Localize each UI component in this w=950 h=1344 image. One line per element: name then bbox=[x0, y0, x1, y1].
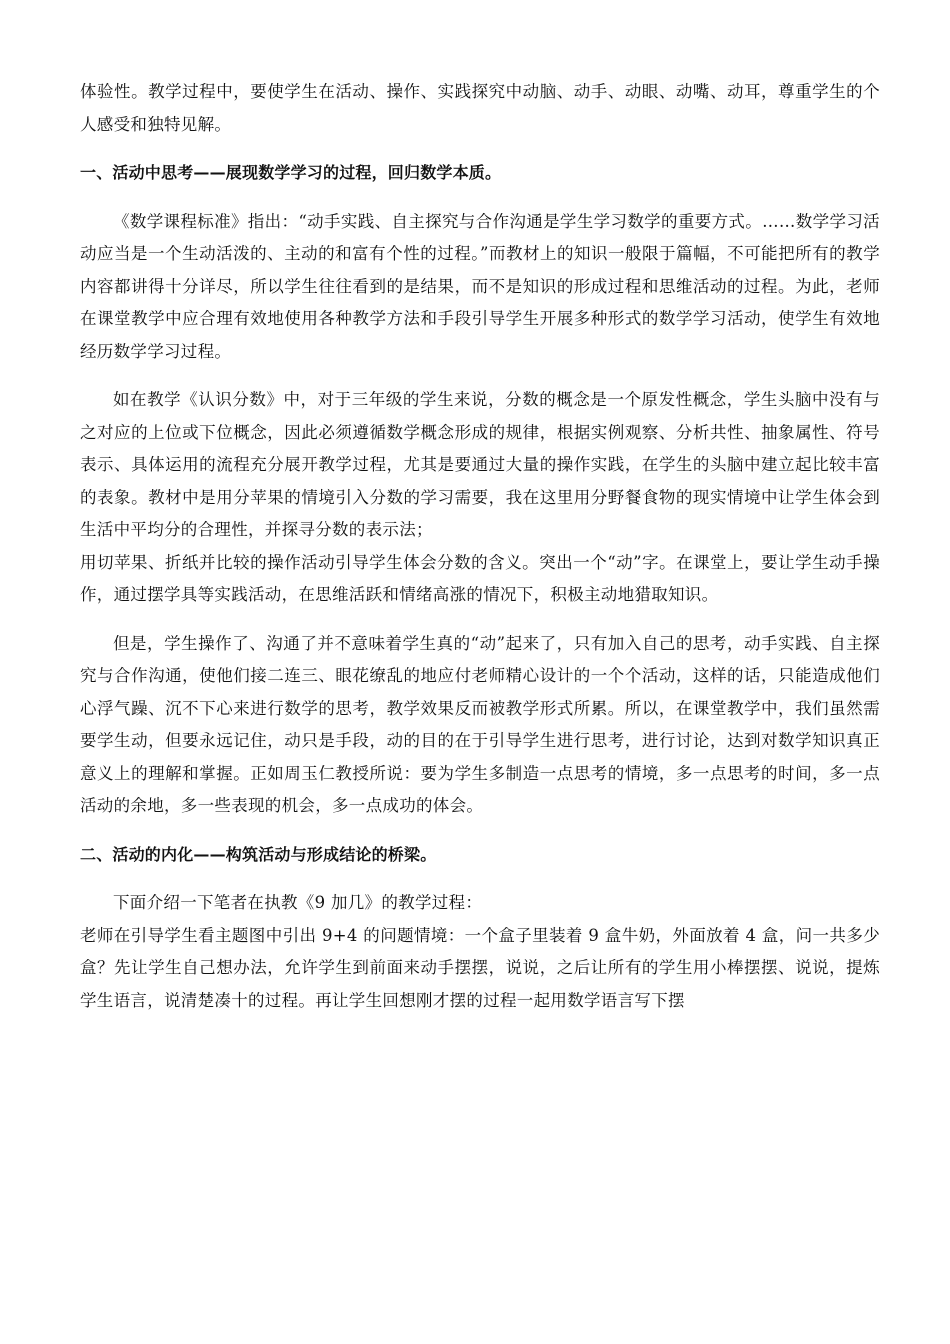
paragraph-fractions-example: 如在教学《认识分数》中，对于三年级的学生来说，分数的概念是一个原发性概念，学生头脑中没有与之对应的上位或下位概念，因此必须遵循数学概念形成的规律，根据实例观察、分析共性、抽象属性、符号表示、具体运用的流程充分展开教学过程，尤其是要通过大量的操作实践，在学生的头脑中建立起比较丰富的表象。教材中是用分苹果的情境引入分数的学习需要，我在这里用分野餐食物的现实情境中让学生体会到生活中平均分的合理性，并探寻分数的表示法； bbox=[80, 390, 880, 539]
document-body bbox=[80, 76, 880, 1017]
paragraph-intro: 下面介绍一下笔者在执教《9 加几》的教学过程： bbox=[113, 893, 483, 912]
paragraph-continued: 体验性。教学过程中，要使学生在活动、操作、实践探究中动脑、动手、动眼、动嘴、动耳，尊重学生的个人感受和独特见解。 bbox=[80, 82, 880, 134]
section-heading-2: 二、活动的内化——构筑活动与形成结论的桥梁。 bbox=[80, 844, 437, 864]
paragraph-fractions-continued: 用切苹果、折纸并比较的操作活动引导学生体会分数的含义。突出一个“动”字。在课堂上，要让学生动手操作，通过摆学具等实践活动，在思维活跃和情绪高涨的情况下，积极主动地猎取知识。 bbox=[80, 552, 880, 604]
paragraph-curriculum-standard: 《数学课程标准》指出：“动手实践、自主探究与合作沟通是学生学习数学的重要方式。……数学学习活动应当是一个生动活泼的、主动的和富有个性的过程。”而教材上的知识一般限于篇幅，不可能把所有的教学内容都讲得十分详尽，所以学生往往看到的是结果，而不是知识的形成过程和思维活动的过程。为此，老师在课堂教学中应合理有效地使用各种教学方法和手段引导学生开展多种形式的数学学习活动，使学生有效地经历数学学习过程。 bbox=[80, 211, 880, 361]
section-heading-1: 一、活动中思考——展现数学学习的过程，回归数学本质。 bbox=[80, 163, 502, 182]
paragraph-however: 但是，学生操作了、沟通了并不意味着学生真的“动”起来了，只有加入自己的思考，动手实践、自主探究与合作沟通，使他们接二连三、眼花缭乱的地应付老师精心设计的一个个活动，这样的话，只能造成他们心浮气躁、沉不下心来进行数学的思考，教学效果反而被教学形式所累。所以，在课堂教学中，我们虽然需要学生动，但要永远记住，动只是手段，动的目的在于引导学生进行思考，进行讨论，达到对数学知识真正意义上的理解和掌握。正如周玉仁教授所说：要为学生多制造一点思考的情境，多一点思考的时间，多一点活动的余地，多一些表现的机会，多一点成功的体会。 bbox=[80, 633, 880, 815]
paragraph-nine-plus: 老师在引导学生看主题图中引出 9+4 的问题情境：一个盒子里装着 9 盒牛奶，外面放着 4 盒，问一共多少盒？先让学生自己想办法，允许学生到前面来动手摆摆，说说，之后让所有的学生用小棒摆摆、说说，提炼学生语言，说清楚凑十的过程。再让学生回想刚才摆的过程一起用数学语言写下摆 bbox=[80, 925, 880, 1010]
